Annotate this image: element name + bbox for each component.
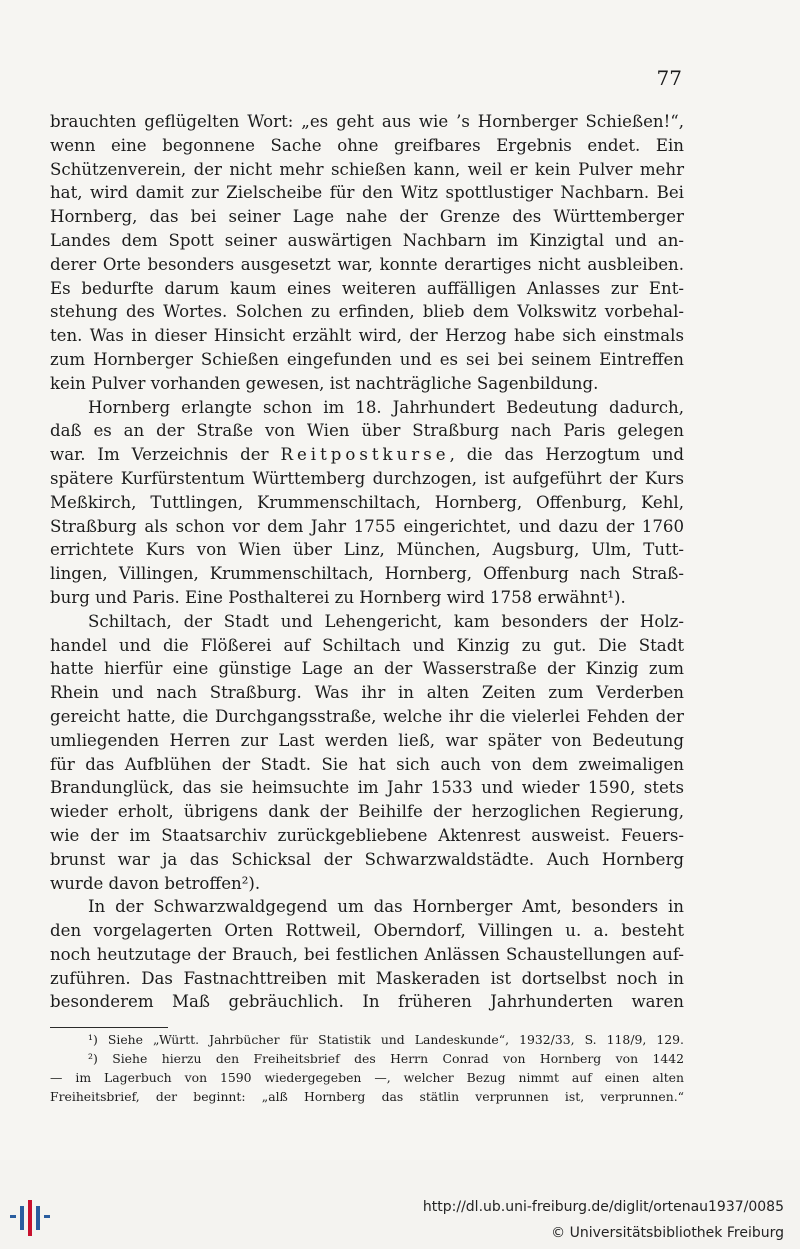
page-number: 77: [656, 66, 682, 90]
text-line: stehung des Wortes. Solchen zu erfinden, blieb dem Volkswitz vorbehal-: [50, 302, 684, 322]
text-line: wurde davon betroffen²).: [50, 873, 261, 893]
text-line: zuführen. Das Fastnachttreiben mit Maskeraden ist dortselbst noch in: [50, 968, 684, 988]
permalink[interactable]: http://dl.ub.uni-freiburg.de/diglit/ortenau1937/0085: [422, 1199, 784, 1215]
logo-bar: [36, 1206, 40, 1230]
footnote-1: ¹) Siehe „Württ. Jahrbücher für Statistik und Landeskunde“, 1932/33, S. 118/9, 129.: [88, 1032, 684, 1047]
text-line: wenn eine begonnene Sache ohne greifbares Ergebnis endet. Ein: [50, 135, 684, 155]
logo-bar: [20, 1206, 24, 1230]
text-line: derer Orte besonders ausgesetzt war, konnte derartiges nicht ausbleiben.: [50, 254, 684, 274]
text-line: lingen, Villingen, Krummenschiltach, Hornberg, Offenburg nach Straß-: [50, 564, 684, 584]
text-line: wieder erholt, übrigens dank der Beihilfe der herzoglichen Regierung,: [50, 802, 684, 822]
footnote-line: — im Lagerbuch von 1590 wiedergegeben —, welcher Bezug nimmt auf einen alten: [50, 1070, 684, 1085]
text-line: Rhein und nach Straßburg. Was ihr in alten Zeiten zum Verderben: [50, 683, 684, 703]
text-line-with-spaced-term: [50, 443, 684, 467]
body-text: [50, 110, 684, 1014]
footnote-2: ²) Siehe hierzu den Freiheitsbrief des Herrn Conrad von Hornberg von 1442: [88, 1051, 684, 1066]
logo-bar: [10, 1215, 16, 1218]
text-line: brauchten geflügelten Wort: „es geht aus wie ’s Hornberger Schießen!“,: [50, 112, 684, 131]
text-line: Brandunglück, das sie heimsuchte im Jahr 1533 und wieder 1590, stets: [50, 778, 684, 798]
text-line: Hornberg, das bei seiner Lage nahe der Grenze des Württemberger: [50, 207, 684, 227]
text-line: noch heutzutage der Brauch, bei festlichen Anlässen Schaustellungen auf-: [50, 944, 684, 964]
paragraph-start-line: Hornberg erlangte schon im 18. Jahrhundert Bedeutung dadurch,: [88, 397, 684, 417]
text-line: ten. Was in dieser Hinsicht erzählt wird, der Herzog habe sich einstmals: [50, 326, 684, 346]
text-line: brunst war ja das Schicksal der Schwarzwaldstädte. Auch Hornberg: [50, 849, 684, 869]
paragraph-start-line: Schiltach, der Stadt und Lehengericht, kam besonders der Holz-: [88, 611, 684, 631]
text-line: hatte hierfür eine günstige Lage an der Wasserstraße der Kinzig zum: [50, 659, 684, 679]
text-line: Landes dem Spott seiner auswärtigen Nachbarn im Kinzigtal und an-: [50, 230, 684, 250]
footnote-divider: [50, 1027, 168, 1028]
text-line: Straßburg als schon vor dem Jahr 1755 eingerichtet, und dazu der 1760: [50, 516, 684, 536]
footnotes: [50, 1030, 684, 1106]
text-line: burg und Paris. Eine Posthalterei zu Hornberg wird 1758 erwähnt¹).: [50, 587, 626, 607]
paragraph-start-line: In der Schwarzwaldgegend um das Hornberger Amt, besonders in: [88, 897, 684, 917]
text-line: Es bedurfte darum kaum eines weiteren auffälligen Anlasses zur Ent-: [50, 278, 684, 298]
copyright-notice: © Universitätsbibliothek Freiburg: [551, 1225, 784, 1241]
text-line: errichtete Kurs von Wien über Linz, München, Augsburg, Ulm, Tutt-: [50, 540, 684, 560]
logo-bar: [28, 1200, 32, 1236]
text-line: Meßkirch, Tuttlingen, Krummenschiltach, Hornberg, Offenburg, Kehl,: [50, 492, 684, 512]
ub-freiburg-logo-icon: [8, 1198, 52, 1238]
text-line: gereicht hatte, die Durchgangsstraße, welche ihr die vielerlei Fehden der: [50, 706, 684, 726]
text-line: umliegenden Herren zur Last werden ließ, war später von Bedeutung: [50, 730, 684, 750]
text-line: handel und die Flößerei auf Schiltach und Kinzig zu gut. Die Stadt: [50, 635, 684, 655]
text-fragment: war. Im Verzeichnis der: [50, 445, 269, 465]
text-line: Schützenverein, der nicht mehr schießen kann, weil er kein Pulver mehr: [50, 159, 684, 179]
text-line: daß es an der Straße von Wien über Straßburg nach Paris gelegen: [50, 421, 684, 441]
text-line: zum Hornberger Schießen eingefunden und es sei bei seinem Eintreffen: [50, 349, 684, 369]
text-fragment: , die das Herzogtum und: [449, 445, 684, 465]
text-line: besonderem Maß gebräuchlich. In früheren Jahrhunderten waren: [50, 992, 684, 1012]
footnote-line: Freiheitsbrief, der beginnt: „alß Hornberg das stätlin verprunnen ist, verprunnen.“: [50, 1089, 684, 1104]
text-line: kein Pulver vorhanden gewesen, ist nachträgliche Sagenbildung.: [50, 373, 599, 393]
text-line: den vorgelagerten Orten Rottweil, Oberndorf, Villingen u. a. besteht: [50, 921, 684, 941]
text-line: wie der im Staatsarchiv zurückgebliebene Aktenrest ausweist. Feuers-: [50, 825, 684, 845]
spaced-term: Reitpostkurse: [280, 445, 450, 465]
text-line: spätere Kurfürstentum Württemberg durchzogen, ist aufgeführt der Kurs: [50, 468, 684, 488]
logo-bar: [44, 1215, 50, 1218]
text-line: für das Aufblühen der Stadt. Sie hat sich auch von dem zweimaligen: [50, 754, 684, 774]
text-line: hat, wird damit zur Zielscheibe für den Witz spottlustiger Nachbarn. Bei: [50, 183, 684, 203]
